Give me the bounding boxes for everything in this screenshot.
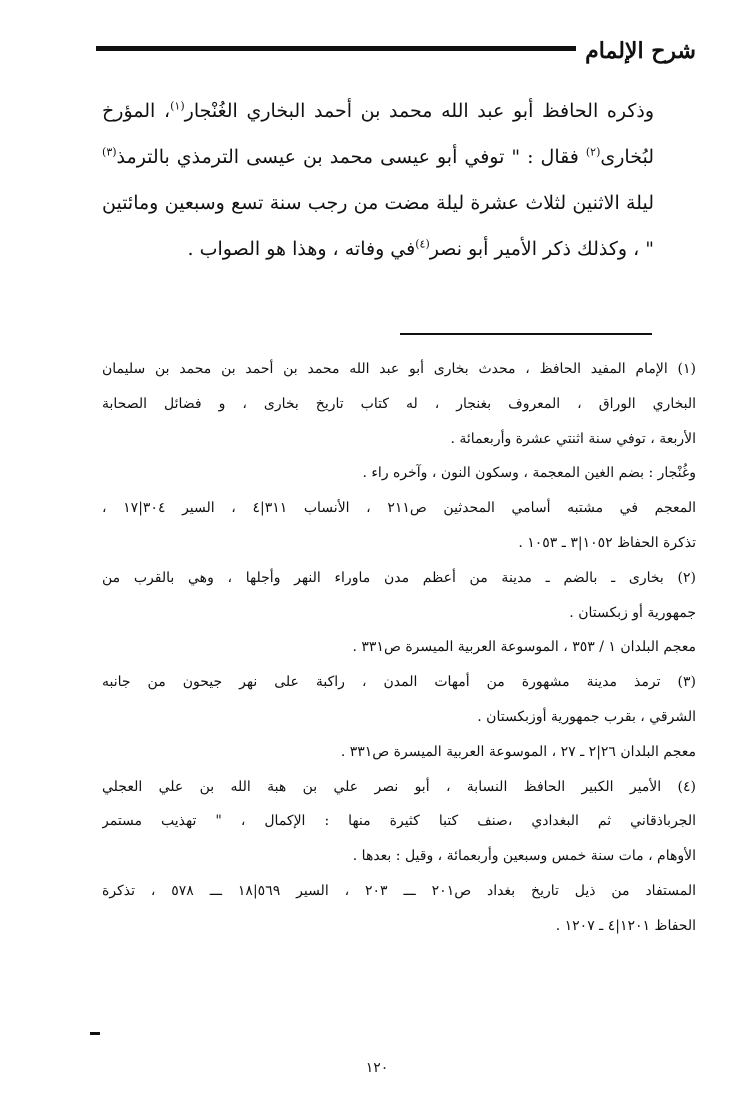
footnote-ref[interactable]: (٣) (102, 145, 117, 159)
footnote-4-line: المستفاد من ذيل تاريخ بغداد ص٢٠١ ـــ ٢٠٣ ، السير ٥٦٩|١٨ ـــ ٥٧٨ ، تذكرة (102, 882, 696, 899)
footnote-ref[interactable]: (٤) (415, 237, 430, 251)
main-text-segment: في وفاته ، وهذا هو الصواب . (187, 238, 416, 260)
running-header-title: شرح الإلمام (585, 38, 696, 64)
page-number: ١٢٠ (365, 1060, 389, 1076)
footnote-1-line: البخاري الوراق ، المعروف بغنجار ، له كتاب تاريخ بخارى ، و فضائل الصحابة (102, 395, 696, 412)
footnote-1-line: (١) الإمام المفيد الحافظ ، محدث بخارى أبو عبد الله محمد بن أحمد بن محمد بن سليمان (102, 361, 696, 377)
footnote-4-line: (٤) الأمير الكبير الحافظ النسابة ، أبو نصر علي بن هبة الله بن علي العجلي (102, 778, 696, 795)
footnote-4-line: الحفاظ ١٢٠١|٤ ـ ١٢٠٧ . (555, 917, 696, 934)
footnote-4-line: الأوهام ، مات سنة خمس وسبعين وأربعمائة ، وقيل : بعدها . (352, 848, 696, 865)
footnote-1-line: تذكرة الحفاظ ١٠٥٢|٣ ـ ١٠٥٣ . (518, 534, 696, 551)
main-text-segment: فقال : " توفي أبو عيسى محمد بن عيسى الترمذي بالترمذ (116, 146, 586, 168)
footnote-ref[interactable]: (٢) (585, 145, 601, 159)
footnote-separator (400, 333, 652, 335)
main-text-segment: ليلة الاثنين لثلاث عشرة ليلة مضت من رجب سنة تسع وسبعين ومائتين " ، وكذلك ذكر الأمير أبو نصر (102, 192, 654, 260)
main-paragraph (102, 88, 654, 272)
footnote-3-line: معجم البلدان ٢٦|٢ ـ ٢٧ ، الموسوعة العربية الميسرة ص٣٣١ . (340, 743, 696, 760)
main-text-segment: ، المؤرخ لبُخارى (102, 100, 654, 168)
header-rule (96, 46, 576, 51)
footnote-ref[interactable]: (١) (170, 99, 185, 113)
footnote-1-line: وغُنْجار : بضم الغين المعجمة ، وسكون النون ، وآخره راء . (362, 465, 696, 482)
footnote-2-line: معجم البلدان ١ / ٣٥٣ ، الموسوعة العربية الميسرة ص٣٣١ . (352, 639, 696, 656)
main-text-segment: وذكره الحافظ أبو عبد الله محمد بن أحمد البخاري الغُنْجار (184, 100, 654, 122)
footnote-4-line: الجرباذقاني ثم البغدادي ،صنف كتبا كثيرة منها : الإكمال ، " تهذيب مستمر (102, 813, 696, 830)
footnote-1-line: المعجم في مشتبه أسامي المحدثين ص٢١١ ، الأنساب ٣١١|٤ ، السير ٣٠٤|١٧ ، (102, 500, 696, 517)
footnote-3-line: (٣) ترمذ مدينة مشهورة من أمهات المدن ، راكبة على نهر جيحون من جانبه (102, 674, 696, 691)
bottom-dash-mark (90, 1032, 100, 1035)
footnote-1-line: الأربعة ، توفي سنة اثنتي عشرة وأربعمائة . (450, 430, 696, 447)
running-header (96, 36, 696, 72)
footnote-2-line: (٢) بخارى ـ بالضم ـ مدينة من أعظم مدن ماوراء النهر وأجلها ، وهي بالقرب من (102, 569, 696, 586)
footnote-3-line: الشرقي ، بقرب جمهورية أوزبكستان . (477, 708, 696, 725)
footnotes (102, 352, 696, 944)
footnote-2-line: جمهورية أو زبكستان . (569, 604, 696, 621)
